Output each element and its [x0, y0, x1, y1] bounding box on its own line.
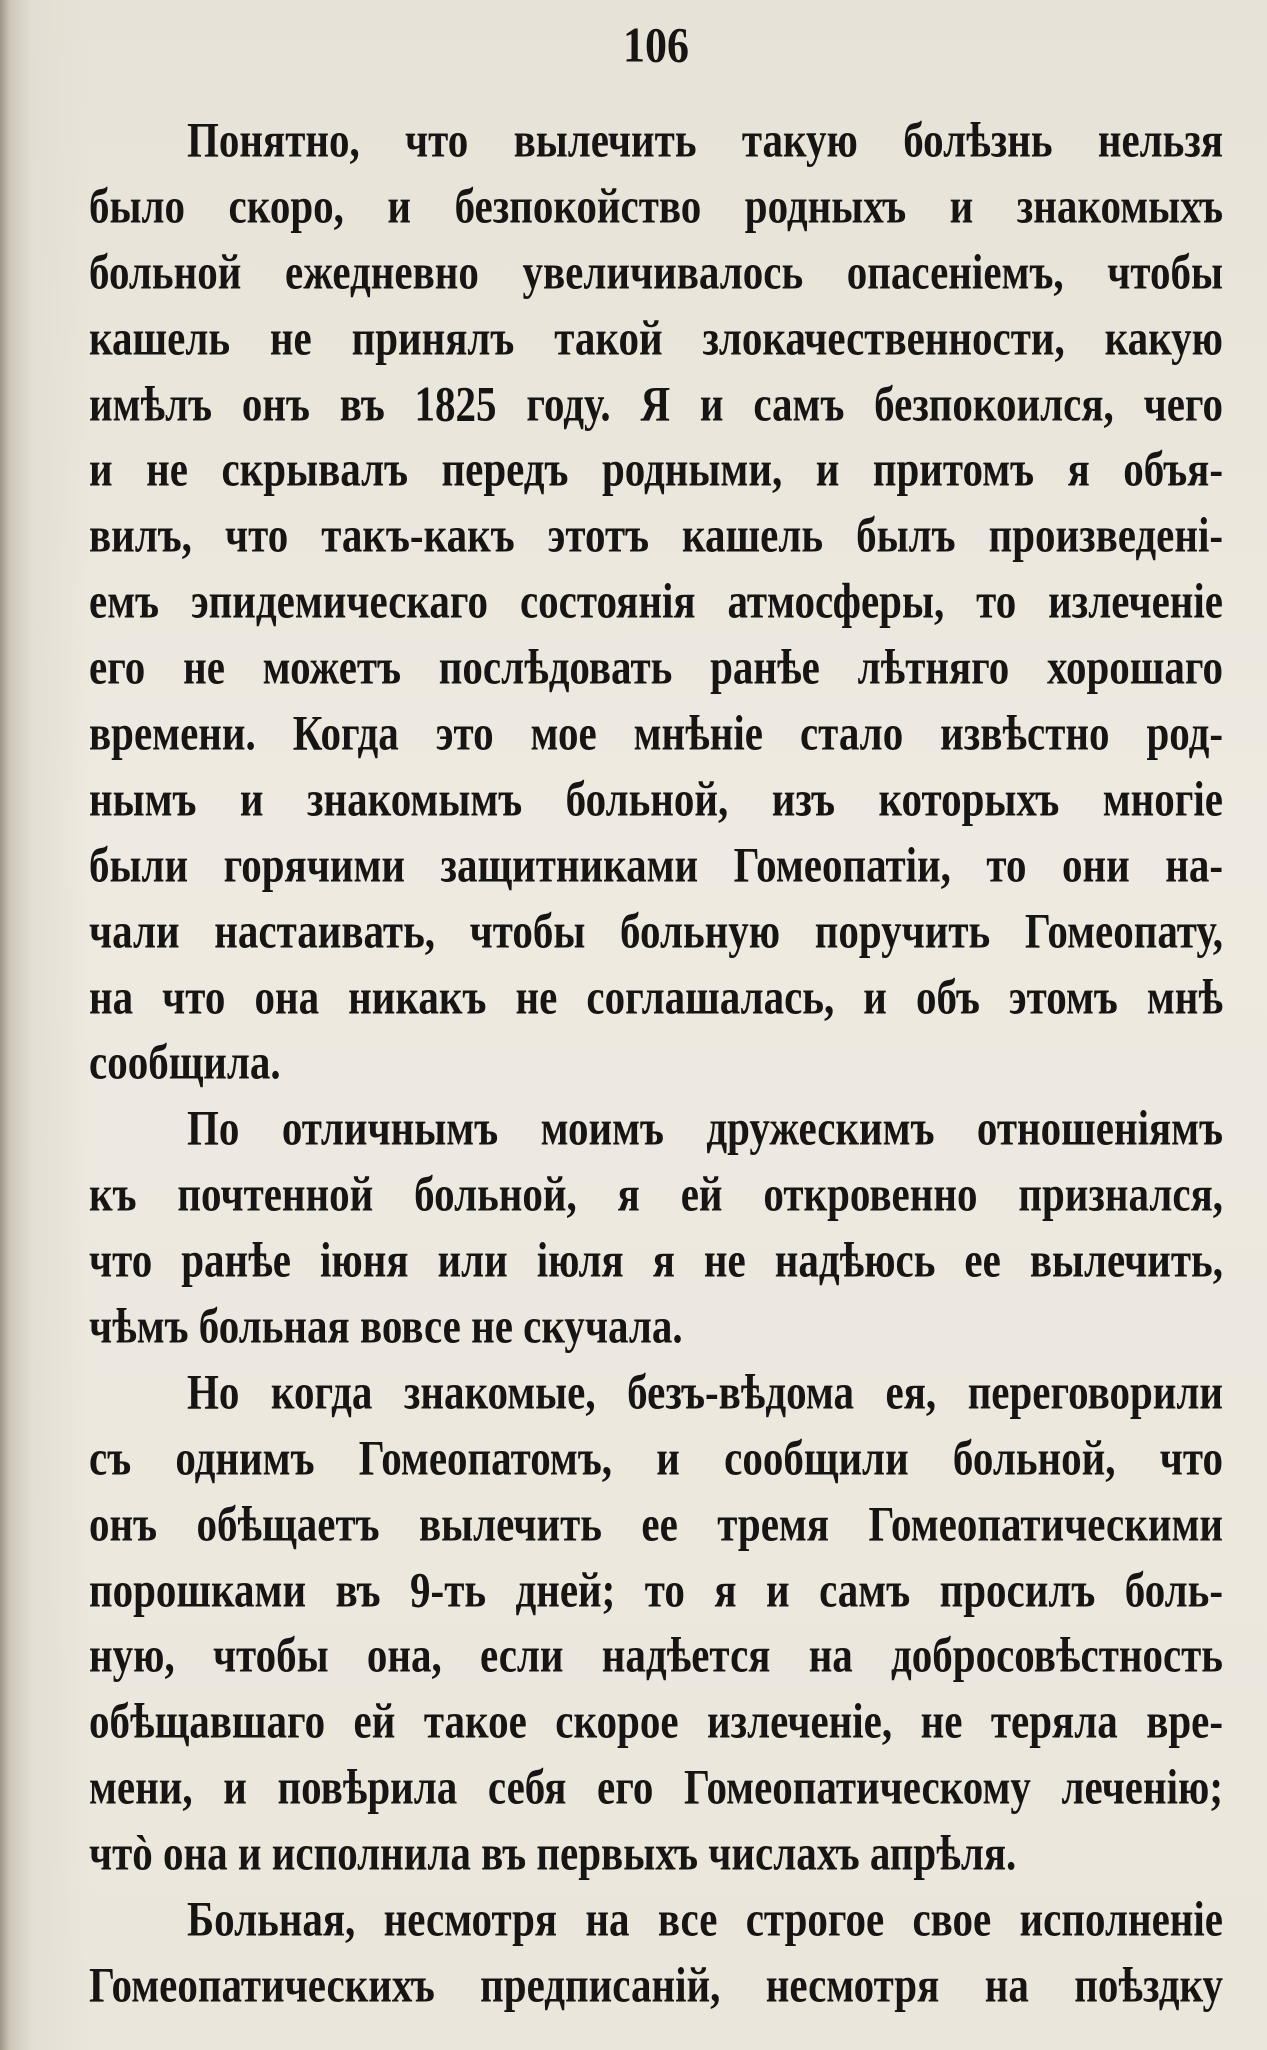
text-line: ную, чтобы она, если надѣется на добросовѣстность [89, 1627, 1223, 1683]
paragraph [89, 1096, 1223, 1360]
text-line: Понятно, что вылечить такую болѣзнь нельзя [187, 112, 1223, 168]
text-line: и не скрывалъ передъ родными, и притомъ я объя- [89, 441, 1223, 497]
paragraph [89, 1360, 1223, 1887]
text-line: мени, и повѣрила себя его Гомеопатическому леченію; [89, 1759, 1223, 1815]
text-block [89, 108, 1223, 2019]
text-line: кашель не принялъ такой злокачественности, какую [89, 309, 1223, 366]
text-line: что ранѣе іюня или іюля я не надѣюсь ее вылечить, [89, 1232, 1223, 1288]
text-line: Но когда знакомые, безъ-вѣдома ея, переговорили [187, 1364, 1223, 1420]
text-line: его не можетъ послѣдовать ранѣе лѣтняго хорошаго [89, 639, 1223, 695]
paragraph [89, 1887, 1223, 2019]
text-line: Больная, несмотря на все строгое свое исполненіе [187, 1891, 1223, 1947]
paragraph [89, 108, 1223, 1096]
text-line: нымъ и знакомымъ больной, изъ которыхъ многіе [89, 771, 1223, 827]
text-line: вилъ, что такъ-какъ этотъ кашель былъ произведені- [89, 507, 1223, 563]
text-line: имѣлъ онъ въ 1825 году. Я и самъ безпокоился, чего [89, 375, 1223, 431]
text-line: чтò она и исполнила въ первыхъ числахъ апрѣля. [89, 1825, 1017, 1881]
text-line: къ почтенной больной, я ей откровенно признался, [89, 1166, 1223, 1222]
text-line: времени. Когда это мое мнѣніе стало извѣстно род- [89, 705, 1223, 761]
text-line: сообщила. [89, 1034, 281, 1090]
text-line: на что она никакъ не соглашалась, и объ этомъ мнѣ [89, 968, 1223, 1024]
text-line: онъ обѣщаетъ вылечить ее тремя Гомеопатическими [89, 1495, 1223, 1552]
text-line: чѣмъ больная вовсе не скучала. [89, 1298, 683, 1354]
text-line: было скоро, и безпокойство родныхъ и знакомыхъ [89, 178, 1223, 234]
text-line: были горячими защитниками Гомеопатіи, то они на- [89, 837, 1223, 893]
text-line: Гомеопатическихъ предписаній, несмотря на поѣздку [89, 1957, 1223, 2013]
text-line: обѣщавшаго ей такое скорое излеченіе, не теряла вре- [89, 1693, 1223, 1749]
text-line: По отличнымъ моимъ дружескимъ отношеніямъ [187, 1100, 1223, 1156]
text-line: порошками въ 9-ть дней; то я и самъ просилъ боль- [89, 1561, 1223, 1618]
page-number: 106 [623, 18, 689, 73]
text-line: емъ эпидемическаго состоянія атмосферы, то излеченіе [89, 573, 1223, 629]
text-line: чали настаивать, чтобы больную поручить Гомеопату, [89, 902, 1223, 959]
text-line: съ однимъ Гомеопатомъ, и сообщили больной, что [89, 1430, 1223, 1486]
text-line: больной ежедневно увеличивалось опасеніемъ, чтобы [89, 243, 1223, 300]
